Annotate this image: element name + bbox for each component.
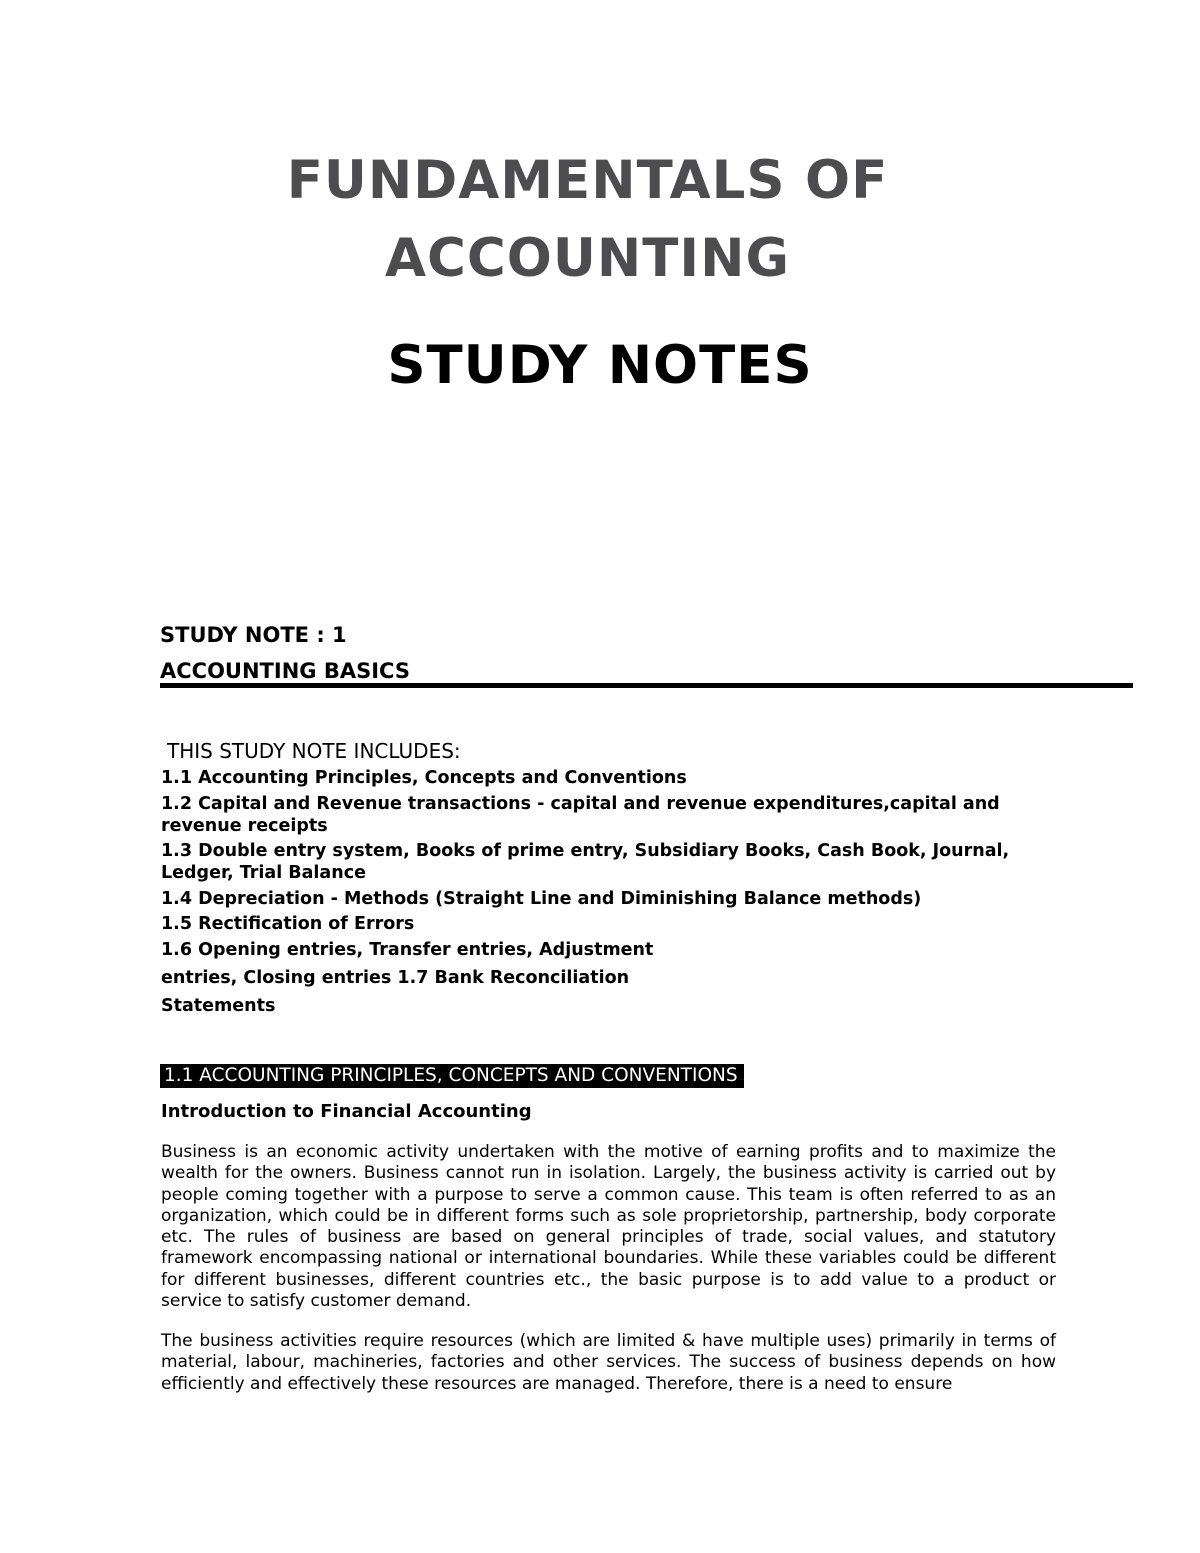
includes-item: 1.1 Accounting Principles, Concepts and Conventions xyxy=(161,768,687,788)
section-heading: 1.1 ACCOUNTING PRINCIPLES, CONCEPTS AND CONVENTIONS xyxy=(160,1064,744,1088)
document-title xyxy=(0,142,1175,298)
document-title-line-1: FUNDAMENTALS OF xyxy=(286,150,889,211)
includes-item: Statements xyxy=(161,996,276,1016)
document-subtitle: STUDY NOTES xyxy=(387,335,813,396)
includes-item: 1.4 Depreciation - Methods (Straight Line and Diminishing Balance methods) xyxy=(161,889,922,909)
heading-divider xyxy=(160,683,1133,688)
body-paragraph: The business activities require resources (which are limited & have multiple uses) primarily in terms of material, labour, machineries, factories and other services. The success of business depends on how efficiently and effectively these resources are managed. Therefore, there is a need to ensure xyxy=(161,1331,1056,1394)
includes-item: 1.3 Double entry system, Books of prime entry, Subsidiary Books, Cash Book, Journal, Ledger, Trial Balance xyxy=(161,841,1010,883)
body-paragraph: Business is an economic activity undertaken with the motive of earning profits and to maximize the wealth for the owners. Business cannot run in isolation. Largely, the business activity is carried out by people coming together with a purpose to serve a common cause. This team is often referred to as an organization, which could be in different forms such as sole proprietorship, partnership, body corporate etc. The rules of business are based on general principles of trade, social values, and statutory framework encompassing national or international boundaries. While these variables could be different for different businesses, different countries etc., the basic purpose is to add value to a product or service to satisfy customer demand. xyxy=(161,1142,1056,1312)
includes-item: 1.5 Rectification of Errors xyxy=(161,914,415,934)
includes-item: entries, Closing entries 1.7 Bank Reconciliation xyxy=(161,968,630,988)
study-note-heading: ACCOUNTING BASICS xyxy=(160,659,410,683)
document-title-line-2: ACCOUNTING xyxy=(385,228,790,289)
section-subheading: Introduction to Financial Accounting xyxy=(161,1101,532,1122)
study-note-label: STUDY NOTE : 1 xyxy=(160,623,347,647)
includes-title: THIS STUDY NOTE INCLUDES: xyxy=(167,739,461,763)
includes-item: 1.2 Capital and Revenue transactions - capital and revenue expenditures,capital and revenue receipts xyxy=(161,794,1000,836)
includes-item: 1.6 Opening entries, Transfer entries, Adjustment xyxy=(161,940,654,960)
